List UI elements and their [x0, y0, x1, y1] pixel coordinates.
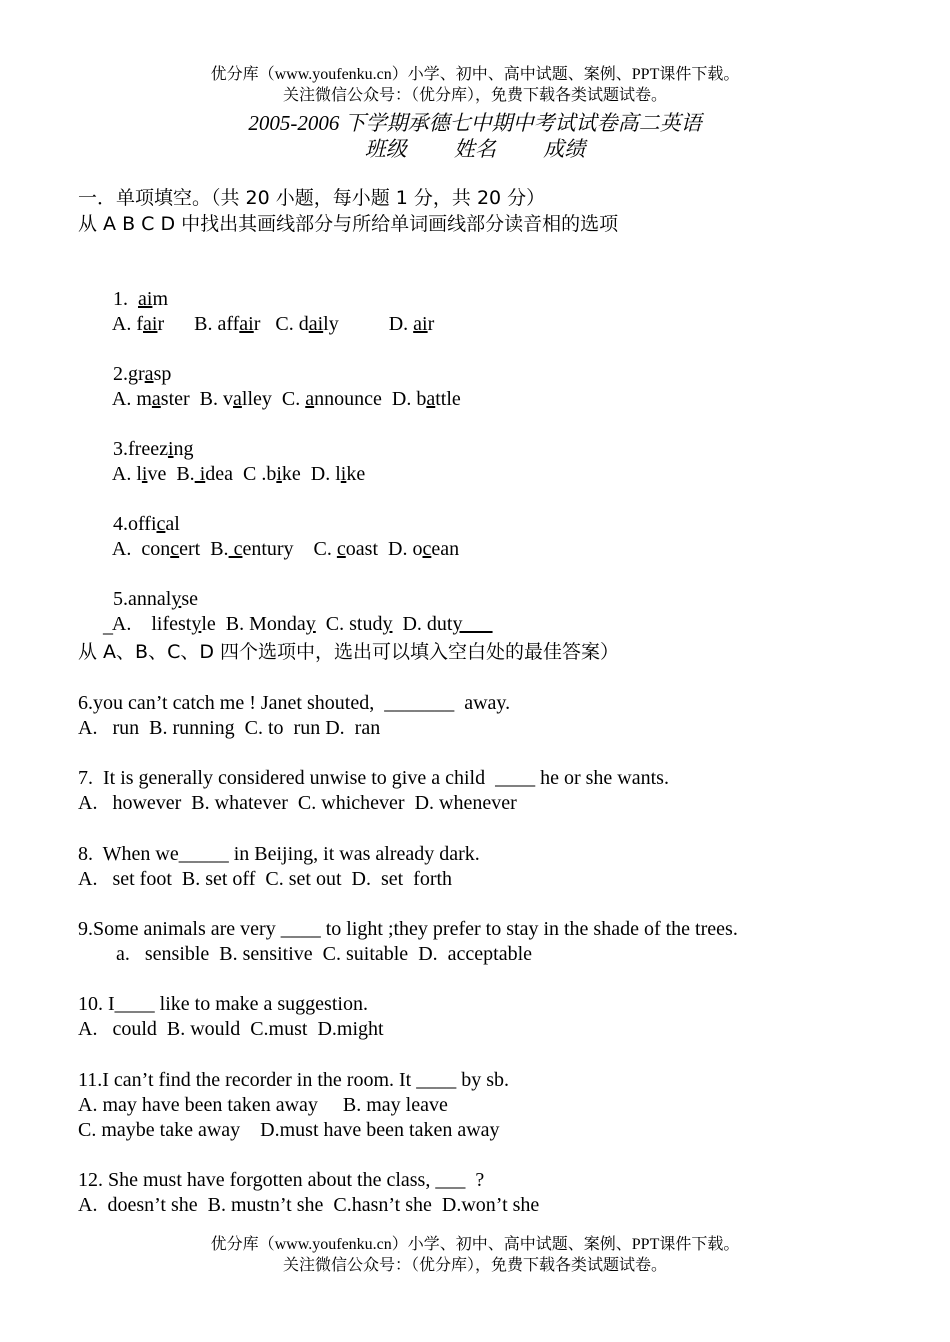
option-text: oast D. o	[345, 538, 423, 560]
question-9-stem: 9.Some animals are very ____ to light ;they prefer to stay in the shade of the trees.	[78, 918, 738, 940]
option-underline: y	[382, 613, 393, 635]
question-9-options: a. sensible B. sensitive C. suitable D. acceptable	[116, 943, 533, 965]
stem-text: 4.offi	[113, 513, 157, 535]
option-underline: ai	[308, 313, 324, 335]
stem-underline: i	[167, 438, 174, 460]
header-line-1: 优分库（www.youfenku.cn）小学、初中、高中试题、案例、PPT课件下载。	[210, 66, 740, 83]
phonetic-options-5	[103, 588, 492, 636]
option-text: ke D. l	[281, 463, 341, 485]
question-11-stem: 11.I can’t find the recorder in the room. It ____ by sb.	[78, 1069, 509, 1091]
option-text: ean	[431, 538, 460, 560]
phonetic-options-4	[103, 513, 459, 561]
option-underline: c	[422, 538, 432, 560]
stem-underline: a	[144, 363, 154, 385]
option-text: dea C .b	[205, 463, 277, 485]
section1-instruction: 从 A B C D 中找出其画线部分与所给单词画线部分读音相的选项	[78, 213, 619, 235]
option-text: r C. d	[253, 313, 309, 335]
option-text: A. l	[111, 463, 142, 485]
option-underline: i	[276, 463, 282, 485]
option-text: ttle	[435, 388, 461, 410]
option-text: C. stud	[315, 613, 383, 635]
stem-text: ng	[173, 438, 194, 460]
phonetic-options-1	[103, 288, 434, 336]
option-underline: ai	[143, 313, 158, 335]
question-10-options: A. could B. would C.must D.might	[78, 1018, 384, 1040]
option-underline: y	[191, 613, 202, 635]
section1-heading: 一．单项填空。（共 20 小题，每小题 1 分，共 20 分）	[78, 187, 546, 209]
option-text: r B. aff	[157, 313, 240, 335]
option-underline: y	[305, 613, 316, 635]
stem-underline: c	[156, 513, 166, 535]
question-11-options-a: A. may have been taken away B. may leave	[78, 1094, 448, 1116]
phonetic-options-2	[103, 363, 461, 411]
option-underline: i	[194, 463, 206, 485]
question-11-options-b: C. maybe take away D.must have been taken away	[78, 1119, 500, 1141]
option-text: le B. Monda	[201, 613, 306, 635]
phonetic-trail-5: _	[103, 615, 113, 637]
option-underline: y___	[452, 613, 493, 635]
footer-line-2: 关注微信公众号：（优分库），免费下载各类试题试卷。	[282, 1257, 667, 1274]
option-text: A. con	[111, 538, 171, 560]
stem-text: 1.	[113, 288, 138, 310]
option-text: ly D.	[323, 313, 414, 335]
phonetic-options-3	[103, 438, 365, 486]
question-12-stem: 12. She must have forgotten about the class, ___ ?	[78, 1169, 485, 1191]
option-text: A. lifest	[111, 613, 192, 635]
option-text: lley C.	[241, 388, 306, 410]
stem-text: se	[181, 588, 198, 610]
header-line-2: 关注微信公众号：（优分库），免费下载各类试题试卷。	[282, 87, 667, 104]
option-text: ve B.	[147, 463, 195, 485]
stem-text: al	[165, 513, 180, 535]
stem-text: 5.annal	[113, 588, 172, 610]
option-underline: a	[233, 388, 242, 410]
question-12-options: A. doesn’t she B. mustn’t she C.hasn’t she D.won’t she	[78, 1194, 540, 1216]
option-underline: c	[170, 538, 180, 560]
stem-text: sp	[153, 363, 172, 385]
question-7-stem: 7. It is generally considered unwise to give a child ____ he or she wants.	[78, 767, 669, 789]
option-underline: c	[228, 538, 243, 560]
question-10-stem: 10. I____ like to make a suggestion.	[78, 993, 368, 1015]
option-text: A. m	[111, 388, 152, 410]
question-7-options: A. however B. whatever C. whichever D. whenever	[78, 792, 517, 814]
option-underline: ai	[239, 313, 254, 335]
option-text: ert B.	[179, 538, 229, 560]
exam-title: 2005-2006 下学期承德七中期中考试试卷高二英语	[248, 111, 702, 135]
question-8-options: A. set foot B. set off C. set out D. set forth	[78, 868, 453, 890]
option-underline: i	[340, 463, 347, 485]
exam-subtitle: 班级 姓名 成绩	[364, 137, 586, 161]
question-6-stem: 6.you can’t catch me ! Janet shouted, _______ away.	[78, 692, 511, 714]
option-text: D. dut	[392, 613, 453, 635]
option-underline: a	[426, 388, 436, 410]
option-text: entury C.	[242, 538, 337, 560]
option-underline: a	[151, 388, 161, 410]
option-underline: ai	[413, 313, 428, 335]
option-text: r	[427, 313, 435, 335]
option-text: ster B. v	[160, 388, 234, 410]
question-8-stem: 8. When we_____ in Beijing, it was already dark.	[78, 843, 480, 865]
option-text: A. f	[111, 313, 144, 335]
stem-text: 2.gr	[113, 363, 145, 385]
stem-underline: ai	[138, 288, 153, 310]
question-6-options: A. run B. running C. to run D. ran	[78, 717, 381, 739]
option-underline: a	[305, 388, 315, 410]
option-underline: i	[141, 463, 148, 485]
option-text: nnounce D. b	[314, 388, 427, 410]
option-underline: c	[336, 538, 346, 560]
section2-instruction: 从 A、B、C、D 四个选项中，选出可以填入空白处的最佳答案）	[78, 641, 620, 663]
option-text: ke	[346, 463, 366, 485]
stem-text: m	[152, 288, 168, 310]
footer-line-1: 优分库（www.youfenku.cn）小学、初中、高中试题、案例、PPT课件下载。	[210, 1236, 740, 1253]
stem-text: 3.freez	[113, 438, 168, 460]
stem-underline: y	[171, 588, 182, 610]
